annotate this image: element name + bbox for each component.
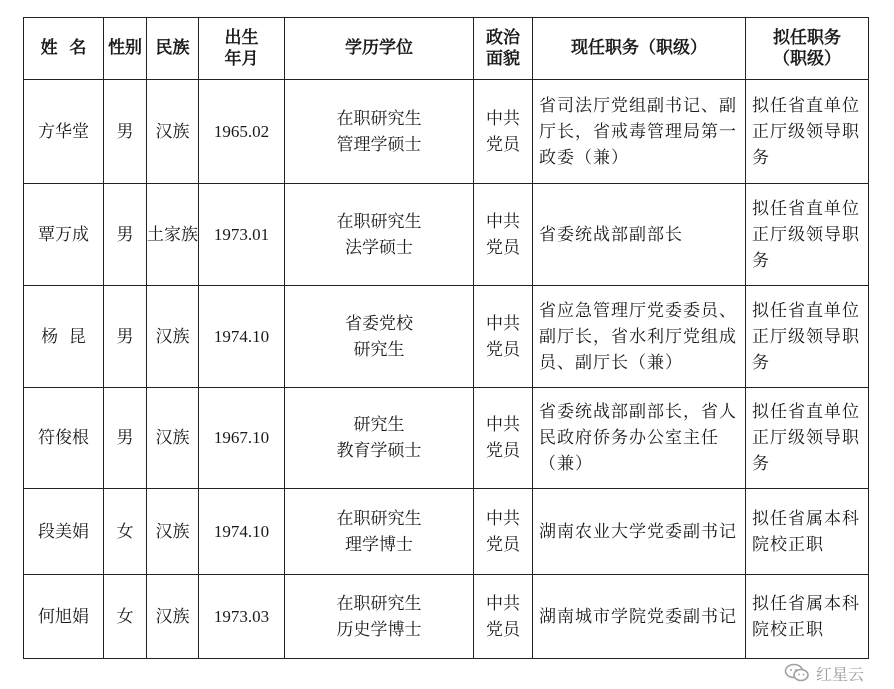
cell-politics: 中共 党员 [474,80,533,184]
officials-table [23,17,869,659]
cell-birth: 1974.10 [199,489,285,575]
cell-proposed-position: 拟任省直单位正厅级领导职务 [746,388,869,489]
cell-birth: 1973.01 [199,184,285,286]
cell-education: 省委党校 研究生 [285,286,474,388]
cell-proposed-position: 拟任省直单位正厅级领导职务 [746,80,869,184]
cell-ethnicity: 汉族 [147,80,199,184]
cell-education: 研究生 教育学硕士 [285,388,474,489]
cell-birth: 1967.10 [199,388,285,489]
cell-name: 覃万成 [24,184,104,286]
cell-current-position: 湖南农业大学党委副书记 [533,489,746,575]
header-politics-line2: 面貌 [486,48,520,69]
cell-gender: 女 [104,489,147,575]
cell-name: 方华堂 [24,80,104,184]
cell-politics: 中共 党员 [474,184,533,286]
wechat-icon [784,663,810,683]
table-row [24,184,869,286]
header-politics [474,18,533,80]
cell-education: 在职研究生 历史学博士 [285,575,474,659]
cell-ethnicity: 汉族 [147,388,199,489]
watermark [784,660,864,686]
cell-ethnicity: 汉族 [147,575,199,659]
cell-politics: 中共 党员 [474,575,533,659]
table-header-row [24,18,869,80]
cell-gender: 男 [104,286,147,388]
cell-gender: 男 [104,184,147,286]
cell-name: 何旭娟 [24,575,104,659]
table-row [24,388,869,489]
header-name: 姓 名 [24,18,104,80]
cell-education: 在职研究生 管理学硕士 [285,80,474,184]
header-politics-line1: 政治 [486,27,520,48]
cell-current-position: 省应急管理厅党委委员、副厅长，省水利厅党组成员、副厅长（兼） [533,286,746,388]
cell-current-position: 湖南城市学院党委副书记 [533,575,746,659]
cell-politics: 中共 党员 [474,489,533,575]
table-row [24,80,869,184]
cell-current-position: 省委统战部副部长 [533,184,746,286]
cell-politics: 中共 党员 [474,286,533,388]
cell-current-position: 省委统战部副部长，省人民政府侨务办公室主任（兼） [533,388,746,489]
header-gender: 性别 [104,18,147,80]
table-row [24,286,869,388]
table-row [24,575,869,659]
cell-proposed-position: 拟任省直单位正厅级领导职务 [746,184,869,286]
cell-proposed-position: 拟任省直单位正厅级领导职务 [746,286,869,388]
cell-name: 符俊根 [24,388,104,489]
table-row [24,489,869,575]
header-proposed-position [746,18,869,80]
cell-current-position: 省司法厅党组副书记、副厅长，省戒毒管理局第一政委（兼） [533,80,746,184]
cell-ethnicity: 汉族 [147,489,199,575]
cell-ethnicity: 汉族 [147,286,199,388]
cell-education: 在职研究生 理学博士 [285,489,474,575]
cell-proposed-position: 拟任省属本科院校正职 [746,575,869,659]
cell-education: 在职研究生 法学硕士 [285,184,474,286]
cell-gender: 男 [104,388,147,489]
cell-name: 段美娟 [24,489,104,575]
cell-gender: 男 [104,80,147,184]
cell-gender: 女 [104,575,147,659]
cell-birth: 1974.10 [199,286,285,388]
header-birth-line1: 出生 [224,27,259,48]
header-ethnicity: 民族 [147,18,199,80]
header-proposed-line2: （职级） [773,48,841,69]
cell-name: 杨 昆 [24,286,104,388]
watermark-text: 红星云 [815,664,864,684]
cell-ethnicity: 土家族 [147,184,199,286]
header-birth-line2: 年月 [224,48,259,69]
cell-proposed-position: 拟任省属本科院校正职 [746,489,869,575]
header-birth [199,18,285,80]
cell-birth: 1965.02 [199,80,285,184]
header-proposed-line1: 拟任职务 [773,27,841,48]
header-current-position: 现任职务（职级） [533,18,746,80]
header-education: 学历学位 [285,18,474,80]
cell-birth: 1973.03 [199,575,285,659]
cell-politics: 中共 党员 [474,388,533,489]
